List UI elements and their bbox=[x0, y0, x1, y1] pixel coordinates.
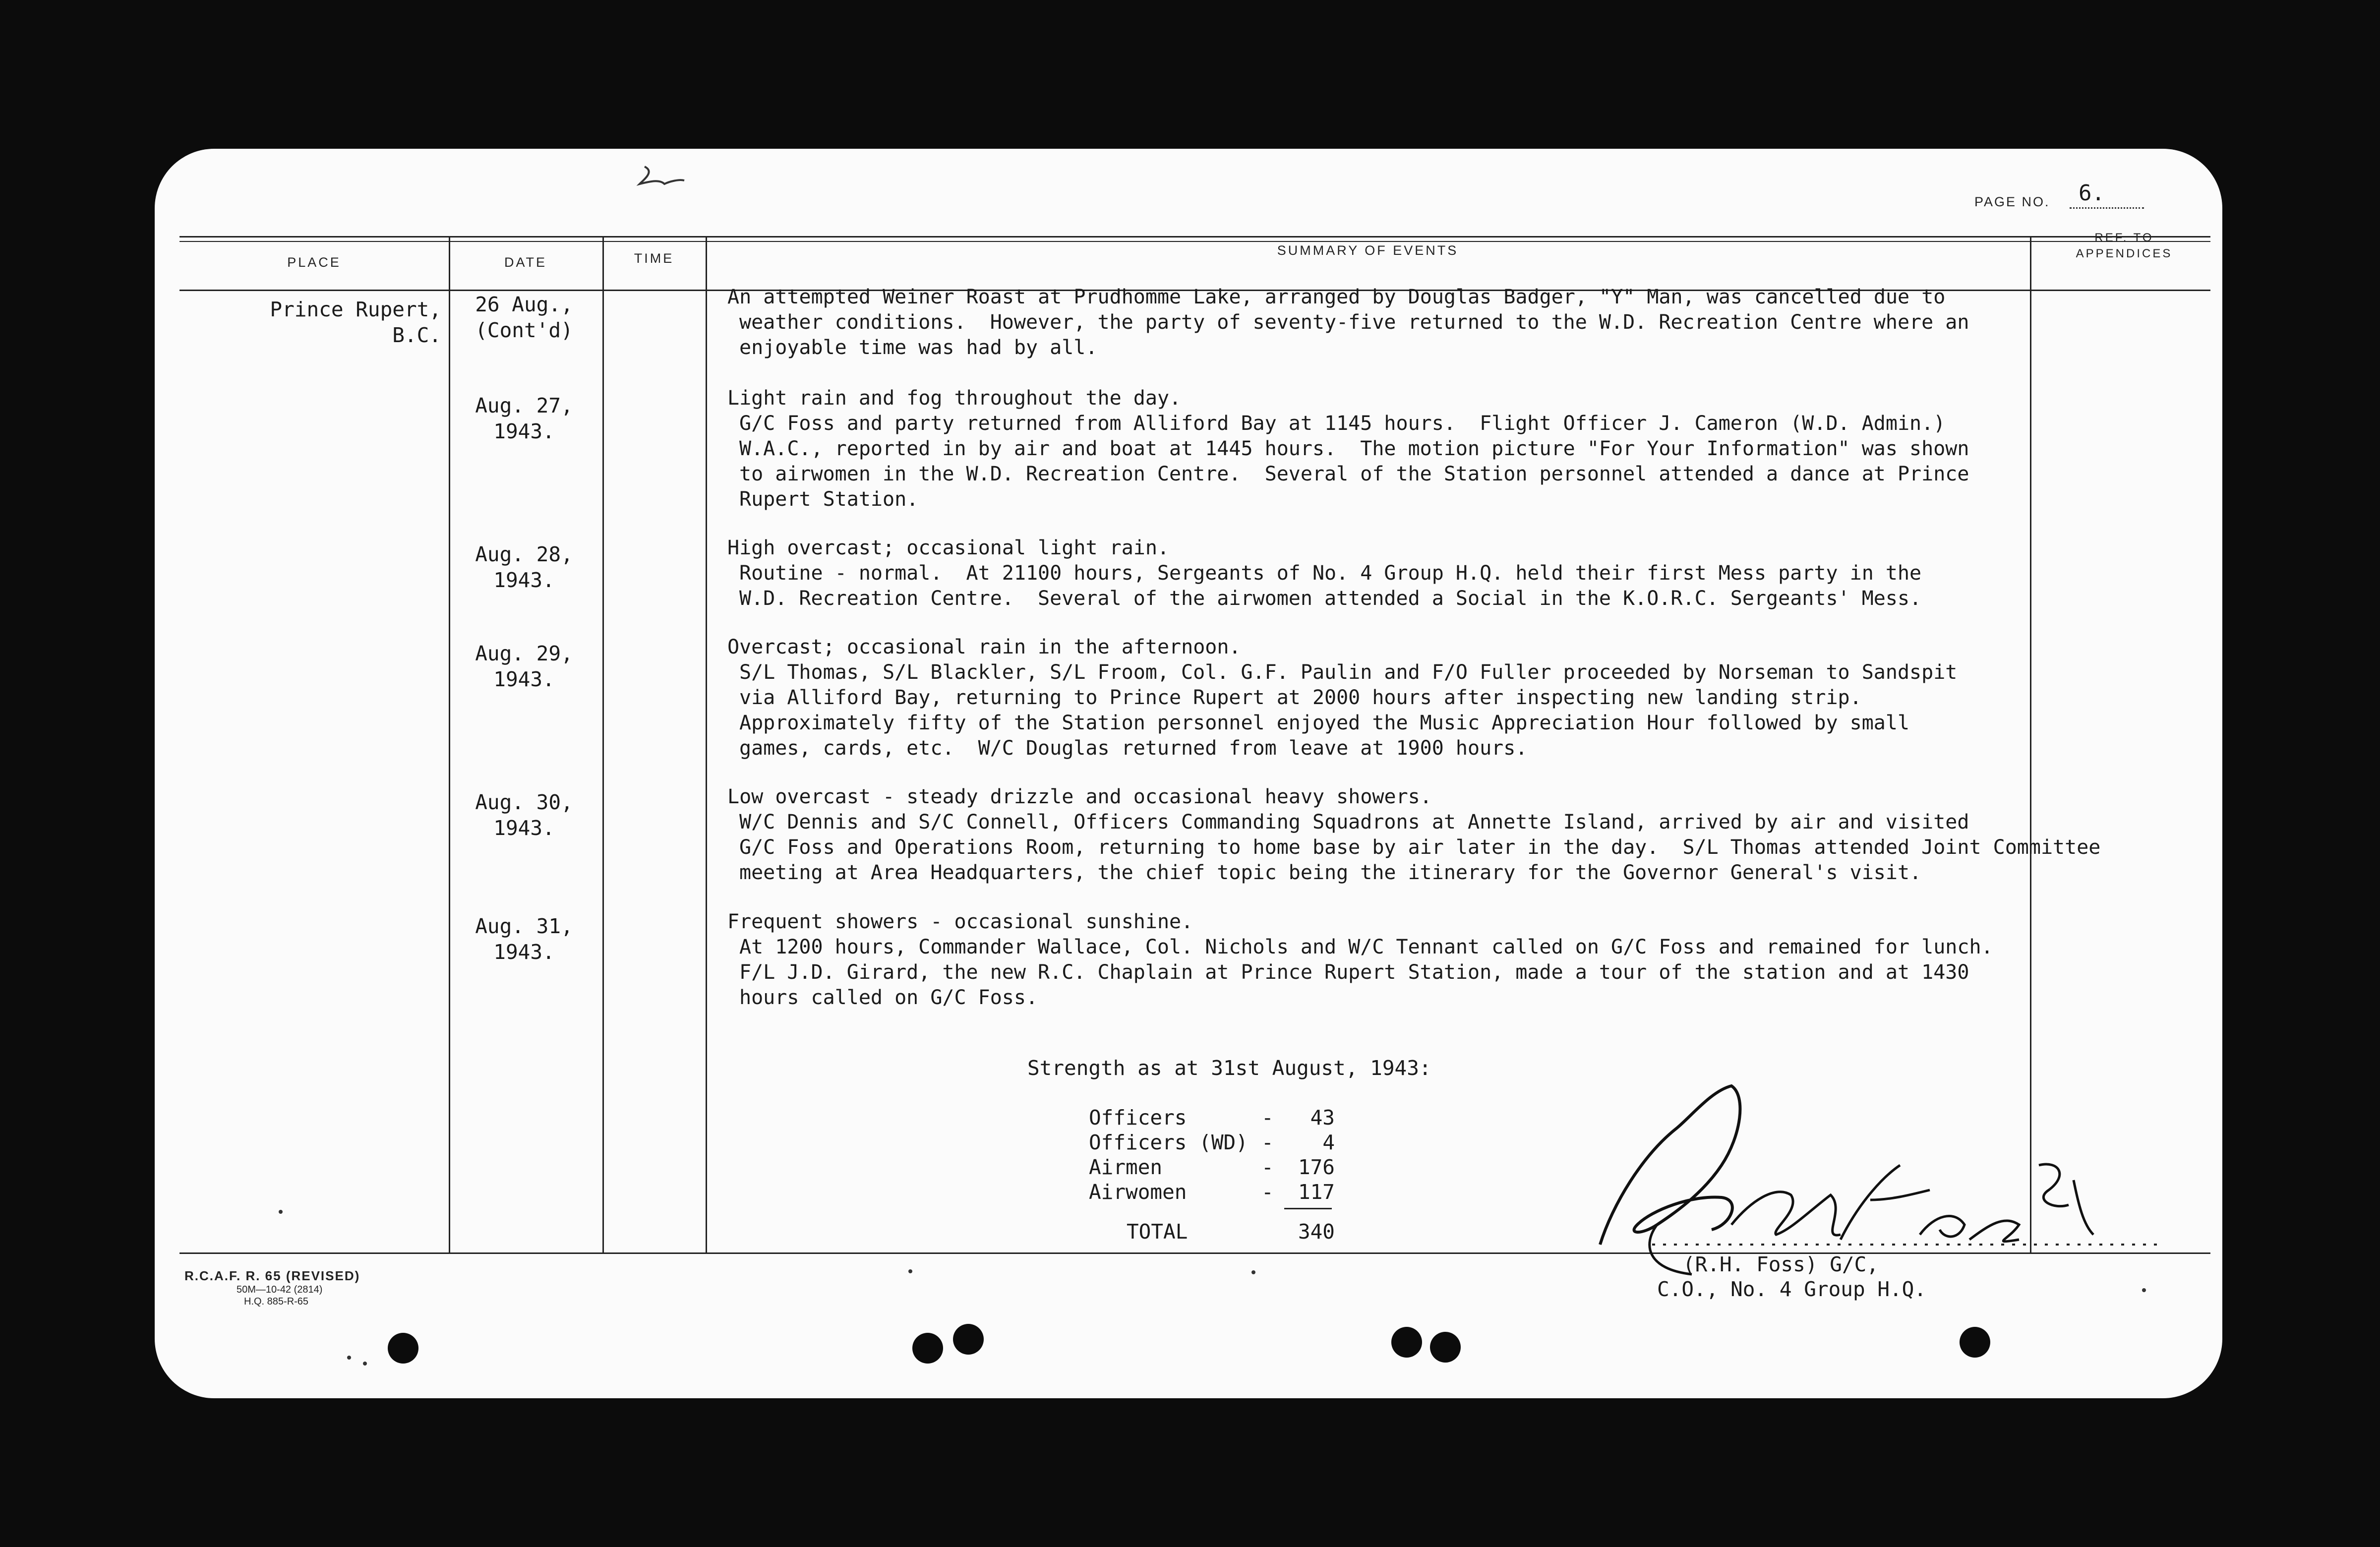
punch-hole bbox=[953, 1324, 984, 1355]
header-time: TIME bbox=[634, 251, 674, 266]
form-hq-code: H.Q. 885-R-65 bbox=[244, 1296, 309, 1307]
entry-date: Aug. 27, bbox=[475, 394, 573, 417]
page-no-underline bbox=[2070, 207, 2144, 209]
strength-total-value: 340 bbox=[1298, 1220, 1335, 1244]
ink-speck bbox=[908, 1269, 912, 1273]
header-summary: SUMMARY OF EVENTS bbox=[1277, 243, 1459, 258]
entry-date-year: 1943. bbox=[493, 816, 555, 840]
entry-date: Aug. 28, bbox=[475, 542, 573, 566]
column-separator bbox=[706, 236, 707, 1252]
header-date: DATE bbox=[504, 255, 547, 270]
strength-dash: - bbox=[1261, 1130, 1274, 1154]
strength-title: Strength as at 31st August, 1943: bbox=[1027, 1056, 1431, 1080]
entry-first-line: Overcast; occasional rain in the afternoon. bbox=[727, 636, 1241, 658]
punch-hole bbox=[1430, 1332, 1461, 1363]
header-ref-line2: APPENDICES bbox=[2076, 247, 2173, 260]
entry-first-line: Frequent showers - occasional sunshine. bbox=[727, 910, 1193, 933]
entry-line: F/L J.D. Girard, the new R.C. Chaplain at Prince Rupert Station, made a tour of the station and at 1430 bbox=[739, 961, 1969, 984]
header-top-rule bbox=[179, 236, 2210, 238]
entry-line: Routine - normal. At 21100 hours, Sergeants of No. 4 Group H.Q. held their first Mess party in the bbox=[739, 562, 1922, 585]
punch-hole bbox=[1391, 1327, 1422, 1358]
header-place: PLACE bbox=[287, 255, 341, 270]
entry-date: Aug. 29, bbox=[475, 642, 573, 665]
punch-hole bbox=[912, 1333, 943, 1364]
strength-dash: - bbox=[1261, 1155, 1274, 1179]
strength-label: Officers (WD) bbox=[1089, 1130, 1248, 1154]
entry-line: W.D. Recreation Centre. Several of the airwomen attended a Social in the K.O.R.C. Sergeants' Mess. bbox=[739, 587, 1922, 610]
strength-dash: - bbox=[1261, 1106, 1274, 1130]
punch-hole bbox=[388, 1333, 418, 1364]
entry-line: hours called on G/C Foss. bbox=[739, 986, 1038, 1009]
signature-name: (R.H. Foss) G/C, bbox=[1683, 1252, 1879, 1276]
total-rule bbox=[1284, 1208, 1332, 1209]
form-print-code: 50M—10-42 (2814) bbox=[237, 1284, 323, 1295]
form-number: R.C.A.F. R. 65 (REVISED) bbox=[184, 1268, 360, 1283]
strength-total-label: TOTAL bbox=[1127, 1220, 1188, 1244]
column-separator bbox=[602, 236, 604, 1252]
header-top-rule-2 bbox=[179, 241, 2210, 242]
place-line1: Prince Rupert, bbox=[270, 298, 441, 321]
entry-line: W/C Dennis and S/C Connell, Officers Commanding Squadrons at Annette Island, arrived by air and visited bbox=[739, 811, 1969, 833]
entry-line: to airwomen in the W.D. Recreation Centre. Several of the Station personnel attended a dance at Prince bbox=[739, 463, 1969, 485]
page-no-value: 6. bbox=[2079, 180, 2105, 206]
ink-speck bbox=[1251, 1270, 1255, 1274]
strength-dash: - bbox=[1261, 1180, 1274, 1204]
entry-line: via Alliford Bay, returning to Prince Rupert at 2000 hours after inspecting new landing strip. bbox=[739, 686, 1862, 709]
strength-label: Airwomen bbox=[1089, 1180, 1187, 1204]
entry-line: games, cards, etc. W/C Douglas returned from leave at 1900 hours. bbox=[739, 737, 1528, 760]
entry-date: Aug. 31, bbox=[475, 914, 573, 938]
entry-line: W.A.C., reported in by air and boat at 1445 hours. The motion picture "For Your Information" was shown bbox=[739, 437, 1969, 460]
pencil-mark bbox=[635, 157, 689, 201]
entry-line: weather conditions. However, the party of seventy-five returned to the W.D. Recreation Centre where an bbox=[739, 311, 1969, 334]
entry-line: Approximately fifty of the Station personnel enjoyed the Music Appreciation Hour followed by small bbox=[739, 712, 1910, 734]
entry-line: G/C Foss and Operations Room, returning to home base by air later in the day. S/L Thomas attended Joint Committee bbox=[739, 836, 2101, 859]
entry-line: Rupert Station. bbox=[739, 488, 919, 511]
signature-title: C.O., No. 4 Group H.Q. bbox=[1657, 1277, 1927, 1301]
punch-hole bbox=[1960, 1327, 1990, 1358]
entry-date: 26 Aug., bbox=[475, 293, 573, 316]
diary-entry bbox=[727, 784, 2101, 886]
ink-speck bbox=[347, 1356, 351, 1360]
diary-entry bbox=[727, 386, 2036, 512]
diary-entry bbox=[727, 635, 2036, 761]
strength-value: 4 bbox=[1322, 1130, 1335, 1154]
entry-line: S/L Thomas, S/L Blackler, S/L Froom, Col. G.F. Paulin and F/O Fuller proceeded by Norseman to Sandspit bbox=[739, 661, 1958, 684]
page-no-label: PAGE NO. bbox=[1974, 194, 2050, 209]
strength-value: 176 bbox=[1298, 1155, 1335, 1179]
entry-date-year: 1943. bbox=[493, 667, 555, 691]
entry-line: At 1200 hours, Commander Wallace, Col. Nichols and W/C Tennant called on G/C Foss and remained for lunch. bbox=[739, 936, 1993, 958]
ink-speck bbox=[363, 1362, 367, 1366]
entry-date: Aug. 30, bbox=[475, 790, 573, 814]
diary-entry bbox=[727, 909, 2036, 1011]
ink-speck bbox=[2142, 1288, 2146, 1292]
diary-entry bbox=[727, 285, 2036, 360]
strength-label: Officers bbox=[1089, 1106, 1187, 1130]
entry-date-year: (Cont'd) bbox=[475, 318, 573, 342]
entry-line: meeting at Area Headquarters, the chief topic being the itinerary for the Governor General's visit. bbox=[739, 861, 1922, 884]
strength-value: 43 bbox=[1310, 1106, 1335, 1130]
ink-speck bbox=[279, 1210, 283, 1214]
entry-date-year: 1943. bbox=[493, 419, 555, 443]
entry-first-line: Light rain and fog throughout the day. bbox=[727, 387, 1182, 410]
entry-first-line: Low overcast - steady drizzle and occasional heavy showers. bbox=[727, 785, 1432, 808]
header-ref-line1: REF. TO bbox=[2094, 231, 2154, 244]
entry-date-year: 1943. bbox=[493, 568, 555, 592]
entry-line: G/C Foss and party returned from Alliford Bay at 1145 hours. Flight Officer J. Cameron (W.D. Admin.) bbox=[739, 412, 1946, 435]
column-separator bbox=[449, 236, 450, 1252]
entry-first-line: An attempted Weiner Roast at Prudhomme Lake, arranged by Douglas Badger, "Y" Man, was cancelled due to bbox=[727, 286, 1946, 308]
entry-date-year: 1943. bbox=[493, 940, 555, 964]
strength-value: 117 bbox=[1298, 1180, 1335, 1204]
diary-form-card bbox=[155, 149, 2222, 1398]
place-line2: B.C. bbox=[392, 323, 441, 347]
entry-first-line: High overcast; occasional light rain. bbox=[727, 536, 1170, 559]
strength-label: Airmen bbox=[1089, 1155, 1163, 1179]
entry-line: enjoyable time was had by all. bbox=[739, 336, 1098, 359]
diary-entry bbox=[727, 536, 2036, 611]
